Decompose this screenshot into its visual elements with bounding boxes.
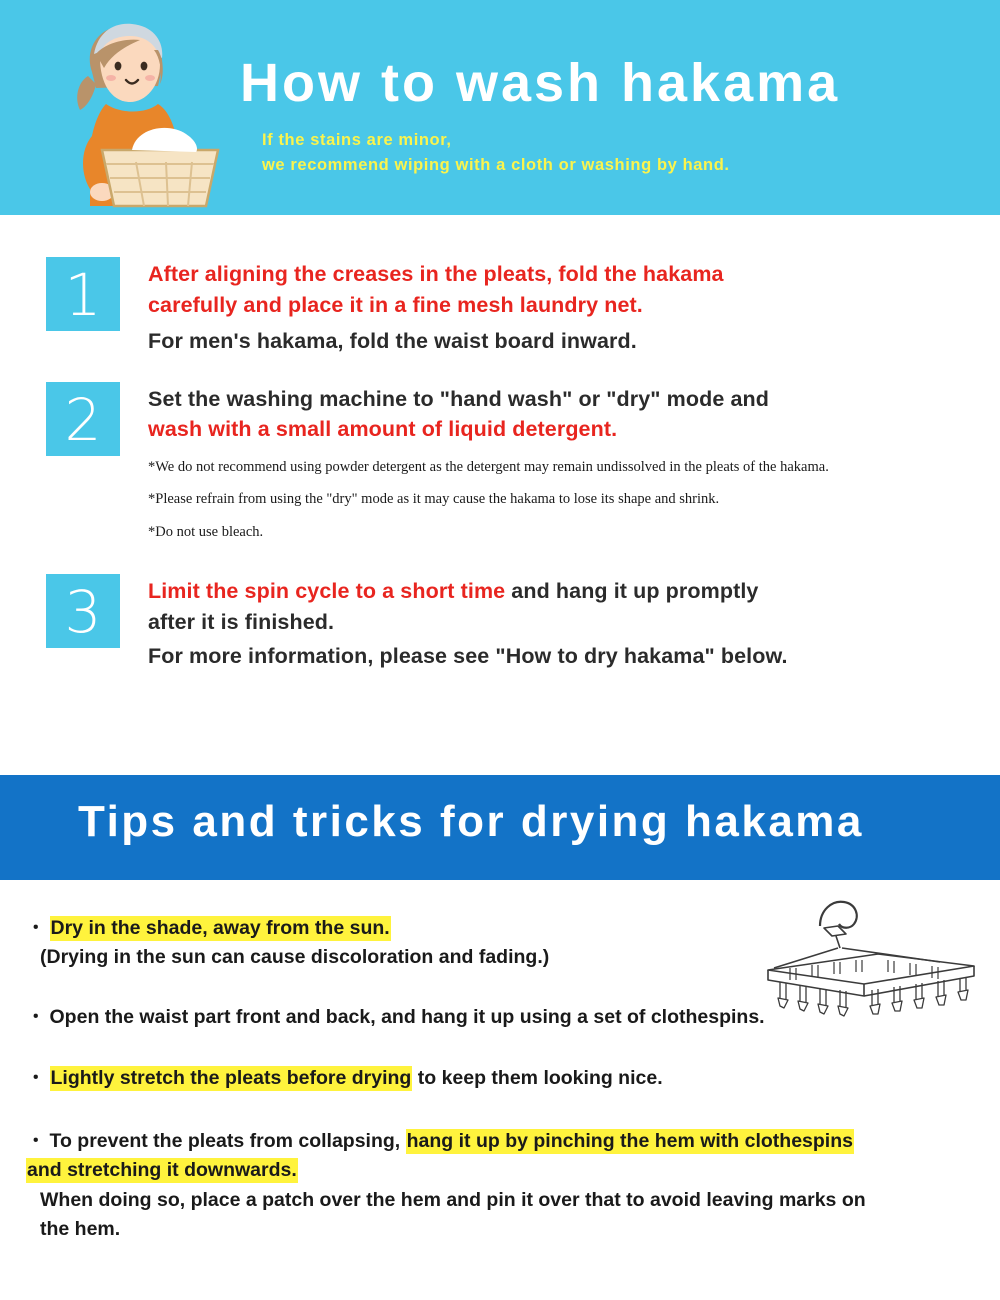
step-1-line2: carefully and place it in a fine mesh laundry net. [148,292,643,317]
step-2-line2: wash with a small amount of liquid detergent. [148,417,618,442]
drying-section-banner [0,775,1000,880]
step-2 [0,382,1000,543]
steps-section [0,215,1000,755]
step-3-number: 3 [46,574,120,648]
step-3-line2: after it is finished. [148,609,335,634]
step-2-note-1: *We do not recommend using powder detergent as the detergent may remain undissolved in the pleats of the hakama. [148,458,829,475]
tip-1-bullet: ・ [26,917,46,939]
tip-4-pre: To prevent the pleats from collapsing, [49,1130,406,1152]
step-3-body [148,574,788,672]
tip-4-highlight-1: hang it up by pinching the hem with clothespins [406,1130,853,1152]
step-1-body [148,257,724,357]
step-2-note-3: *Do not use bleach. [148,523,264,540]
header-banner [0,0,1000,215]
step-1 [0,257,1000,357]
woman-with-laundry-basket-icon [40,10,240,210]
step-3-line1-rest: and hang it up promptly [505,579,759,604]
step-3-line1-red: Limit the spin cycle to a short time [148,579,506,604]
tip-1 [26,914,970,973]
step-2-line1: Set the washing machine to "hand wash" or "dry" mode and [148,386,769,411]
step-1-number: 1 [46,257,120,331]
tip-2-text: Open the waist part front and back, and hang it up using a set of clothespins. [49,1005,765,1028]
tip-4-sub-1: When doing so, place a patch over the hem and pin it over that to avoid leaving marks on [40,1188,866,1211]
page-title: How to wash hakama [240,53,841,113]
tip-3-bullet: ・ [26,1066,46,1089]
header-subtitle-line1: If the stains are minor, [262,131,452,149]
step-1-line1: After aligning the creases in the pleats, fold the hakama [148,262,724,286]
header-subtitle [262,128,730,178]
tip-1-sub: (Drying in the sun can cause discoloration and fading.) [40,946,550,969]
step-3 [0,574,1000,672]
tip-2-bullet: ・ [26,1005,46,1028]
drying-section-title: Tips and tricks for drying hakama [78,797,864,846]
tip-4 [26,1127,970,1244]
tip-4-sub-2: the hem. [40,1217,121,1240]
step-2-note-2: *Please refrain from using the "dry" mode as it may cause the hakama to lose its shape and shrink. [148,491,720,508]
tip-1-highlight: Dry in the shade, away from the sun. [50,917,390,939]
header-subtitle-line2: we recommend wiping with a cloth or washing by hand. [262,155,730,174]
tip-4-highlight-2-wrap [26,1156,970,1185]
tips-section [0,880,1000,1244]
step-2-number: 2 [46,382,120,456]
step-3-line1 [148,576,788,607]
step-3-line3: For more information, please see "How to dry hakama" below. [148,644,788,669]
tip-2 [26,1003,970,1032]
step-2-body [148,382,829,543]
tip-3-rest: to keep them looking nice. [412,1066,663,1089]
tip-3 [26,1064,970,1093]
step-1-line3: For men's hakama, fold the waist board inward. [148,329,637,354]
tip-4-highlight-2: and stretching it downwards. [27,1159,297,1182]
tip-3-highlight: Lightly stretch the pleats before drying [50,1066,412,1089]
tip-4-bullet: ・ [26,1130,46,1152]
